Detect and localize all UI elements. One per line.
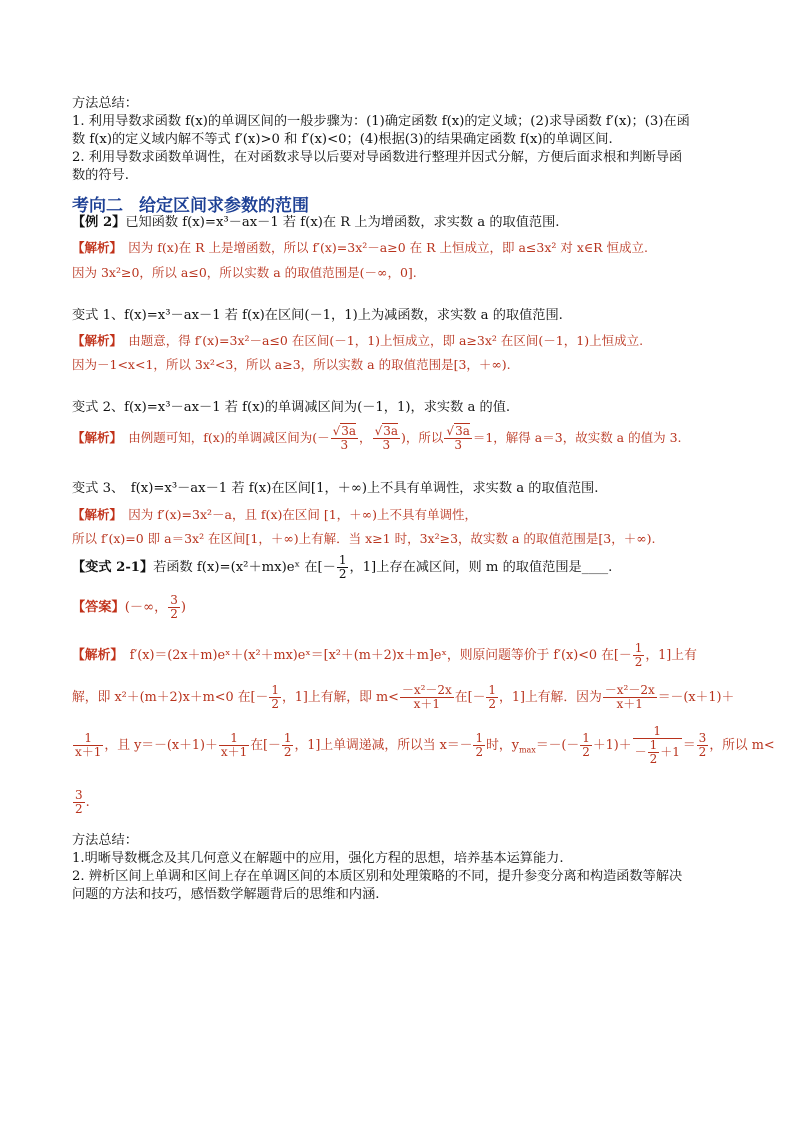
solution-text: ，1]上有解．因为 bbox=[499, 690, 602, 705]
solution-text: 由例题可知，f(x)的单调减区间为(－ bbox=[128, 430, 330, 445]
solution-text: ＝1，解得 a＝3，故实数 a 的值为 3. bbox=[472, 430, 682, 445]
solution-text: 解，即 x²＋(m＋2)x＋m<0 在[－ bbox=[72, 690, 269, 705]
example-tag: 【例 2】 bbox=[72, 215, 126, 230]
variant-question bbox=[72, 553, 612, 583]
example-question bbox=[72, 215, 559, 231]
numerator: 3 bbox=[75, 788, 83, 802]
solution-line: 因为－1<x<1，所以 3x²<3，所以 a≥3，所以实数 a 的取值范围是[3，＋∞). bbox=[72, 357, 511, 372]
denominator: 2 bbox=[271, 697, 279, 711]
fraction bbox=[633, 642, 645, 669]
sqrt-value: 3a bbox=[455, 424, 470, 438]
plus-one: ＋1 bbox=[660, 745, 680, 759]
fraction bbox=[73, 732, 103, 759]
solution-text: 在[－ bbox=[250, 738, 281, 753]
solution-text: ，1]上有解，即 m< bbox=[281, 690, 399, 705]
solution-text: 在[－ bbox=[454, 690, 486, 705]
minus-sign: － bbox=[634, 745, 647, 759]
solution-line bbox=[72, 788, 90, 818]
denominator bbox=[633, 738, 682, 766]
method-summary-title: 方法总结： bbox=[72, 833, 138, 848]
denominator: 3 bbox=[444, 438, 471, 452]
fraction bbox=[697, 732, 709, 759]
denominator: 2 bbox=[475, 745, 484, 759]
fraction bbox=[648, 739, 660, 766]
solution-text: ＝－(－ bbox=[535, 738, 580, 753]
solution-text: 由题意，得 f′(x)=3x²－a≤0 在区间(－1，1)上恒成立，即 a≥3x² 在区间(－1，1)上恒成立. bbox=[128, 333, 644, 348]
method-summary-line: 问题的方法和技巧，感悟数学解题背后的思维和内涵. bbox=[72, 887, 380, 902]
numerator: －x²－2x bbox=[604, 683, 655, 697]
solution-text: 因为 f′(x)=3x²－a，且 f(x)在区间 [1，＋∞)上不具有单调性， bbox=[128, 507, 477, 522]
solution-label: 【解析】 bbox=[72, 507, 116, 522]
denominator: x＋1 bbox=[603, 697, 657, 711]
solution-text: ，所以 m< bbox=[709, 738, 775, 753]
solution-text: ，且 y＝－(x＋1)＋ bbox=[104, 738, 218, 753]
numerator: 1 bbox=[634, 641, 643, 655]
solution-label: 【解析】 bbox=[72, 333, 116, 348]
method-summary-line: 2. 辨析区间上单调和区间上存在单调区间的本质区别和处理策略的不同，提升参变分离和构造函数等解决 bbox=[72, 869, 683, 884]
fraction bbox=[269, 684, 281, 711]
numerator: 1 bbox=[338, 553, 347, 567]
numerator: 1 bbox=[475, 731, 484, 745]
answer-text: ) bbox=[180, 600, 187, 615]
section-number: 考向二 bbox=[72, 196, 123, 216]
numerator: 3 bbox=[170, 593, 178, 607]
solution-text: ＝－(x＋1)＋ bbox=[657, 690, 735, 705]
fraction bbox=[486, 684, 498, 711]
solution-text: ＝ bbox=[682, 738, 696, 753]
solution-text: . bbox=[85, 795, 90, 810]
answer-label: 【答案】 bbox=[72, 600, 125, 615]
denominator: 3 bbox=[331, 438, 358, 452]
numerator: 1 bbox=[283, 731, 292, 745]
fraction bbox=[603, 684, 657, 711]
fraction: $\frac{√3a}{3}$ bbox=[332, 424, 357, 452]
answer-text: (－∞， bbox=[124, 600, 168, 615]
method-summary-line: 2. 利用导数求函数单调性，在对函数求导以后要对导函数进行整理并因式分解，方便后面求根和判断导函 bbox=[72, 150, 683, 165]
variant-tag: 【变式 2-1】 bbox=[72, 560, 154, 575]
solution-line bbox=[72, 724, 775, 768]
denominator: 3 bbox=[373, 438, 400, 452]
solution-text: 因为 f(x)在 R 上是增函数，所以 f′(x)=3x²－a≥0 在 R 上恒成立，即 a≤3x² 对 x∈R 恒成立. bbox=[128, 240, 649, 255]
method-summary-line: 1. 利用导数求函数 f(x)的单调区间的一般步骤为：(1)确定函数 f(x)的定义域；(2)求导函数 f′(x)；(3)在函 bbox=[72, 114, 690, 129]
solution-line bbox=[72, 682, 734, 714]
denominator: x＋1 bbox=[75, 745, 102, 759]
denominator: 2 bbox=[649, 752, 658, 766]
solution-line bbox=[72, 507, 477, 523]
solution-text: ，1]上有 bbox=[645, 648, 697, 663]
fraction bbox=[73, 789, 85, 816]
numerator: 1 bbox=[230, 731, 238, 745]
solution-text: f′(x)＝(2x＋m)eˣ＋(x²＋mx)eˣ＝[x²＋(m＋2)x＋m]eˣ，则原问题等价于 f′(x)<0 在[－ bbox=[129, 648, 632, 663]
denominator: x＋1 bbox=[400, 697, 454, 711]
section-heading bbox=[72, 191, 309, 216]
denominator: 2 bbox=[698, 745, 707, 759]
denominator: x＋1 bbox=[220, 745, 248, 759]
solution-text: ，1]上单调递减，所以当 x＝－ bbox=[294, 738, 473, 753]
solution-label: 【解析】 bbox=[72, 648, 117, 663]
subscript: max bbox=[518, 745, 536, 755]
fraction: $\frac{√3a}{3}$ bbox=[446, 424, 470, 452]
numerator: 3 bbox=[698, 731, 707, 745]
solution-text: 时，y bbox=[486, 738, 519, 753]
denominator: 2 bbox=[283, 745, 292, 759]
denominator: 2 bbox=[170, 607, 178, 621]
numerator: 1 bbox=[271, 683, 279, 697]
solution-label: 【解析】 bbox=[72, 430, 116, 445]
fraction bbox=[400, 684, 454, 711]
numerator: 1 bbox=[488, 683, 497, 697]
fraction bbox=[168, 594, 180, 621]
method-summary-line: 1.明晰导数概念及其几何意义在解题中的应用，强化方程的思想，培养基本运算能力. bbox=[72, 851, 564, 866]
method-summary-line: 数 f(x)的定义域内解不等式 f′(x)>0 和 f′(x)<0；(4)根据(3)的结果确定函数 f(x)的单调区间. bbox=[72, 132, 613, 147]
numerator: 1 bbox=[84, 731, 93, 745]
denominator: 2 bbox=[634, 655, 643, 669]
section-title: 给定区间求参数的范围 bbox=[139, 196, 309, 216]
variant-question: 变式 3、 f(x)=x³－ax－1 若 f(x)在区间[1，＋∞)上不具有单调性，求实数 a 的取值范围. bbox=[72, 481, 599, 496]
denominator: 2 bbox=[488, 697, 497, 711]
solution-line: 所以 f′(x)=0 即 a＝3x² 在区间[1，＋∞)上有解．当 x≥1 时，3x²≥3，故实数 a 的取值范围是[3，＋∞). bbox=[72, 531, 656, 546]
solution-label: 【解析】 bbox=[72, 240, 116, 255]
solution-line: 因为 3x²≥0，所以 a≤0，所以实数 a 的取值范围是(－∞，0]. bbox=[72, 265, 417, 280]
solution-line bbox=[72, 420, 682, 456]
sqrt-value: 3a bbox=[383, 424, 399, 438]
solution-line bbox=[72, 333, 643, 349]
method-summary-title: 方法总结： bbox=[72, 96, 138, 111]
solution-line bbox=[72, 640, 697, 672]
answer-line bbox=[72, 593, 186, 623]
denominator: 2 bbox=[75, 802, 83, 816]
fraction bbox=[633, 725, 682, 766]
numerator: 1 bbox=[582, 731, 590, 745]
denominator: 2 bbox=[582, 745, 590, 759]
fraction bbox=[580, 732, 592, 759]
fraction bbox=[337, 554, 349, 581]
denominator: 2 bbox=[338, 567, 347, 581]
sqrt-value: 3a bbox=[341, 424, 357, 438]
example-text: 已知函数 f(x)=x³－ax－1 若 f(x)在 R 上为增函数，求实数 a 的取值范围. bbox=[125, 215, 560, 230]
numerator: －x²－2x bbox=[401, 683, 452, 697]
fraction bbox=[219, 732, 249, 759]
solution-text: ＋1)＋ bbox=[592, 738, 632, 753]
method-summary-line: 数的符号. bbox=[72, 168, 129, 183]
numerator: 1 bbox=[649, 738, 658, 752]
solution-text: ， bbox=[359, 430, 372, 445]
fraction bbox=[473, 732, 485, 759]
variant-question: 变式 1、f(x)=x³－ax－1 若 f(x)在区间(－1，1)上为减函数，求实数 a 的取值范围. bbox=[72, 308, 563, 323]
solution-text: )，所以 bbox=[401, 430, 444, 445]
numerator: 1 bbox=[653, 724, 662, 738]
fraction: $\frac{√3a}{3}$ bbox=[374, 424, 399, 452]
question-text: 若函数 f(x)=(x²＋mx)eˣ 在[－ bbox=[153, 560, 336, 575]
variant-question: 变式 2、f(x)=x³－ax－1 若 f(x)的单调减区间为(－1，1)，求实数 a 的值. bbox=[72, 400, 511, 415]
solution-line bbox=[72, 240, 648, 256]
question-text: ，1]上存在减区间，则 m 的取值范围是____. bbox=[349, 560, 613, 575]
fraction bbox=[282, 732, 294, 759]
